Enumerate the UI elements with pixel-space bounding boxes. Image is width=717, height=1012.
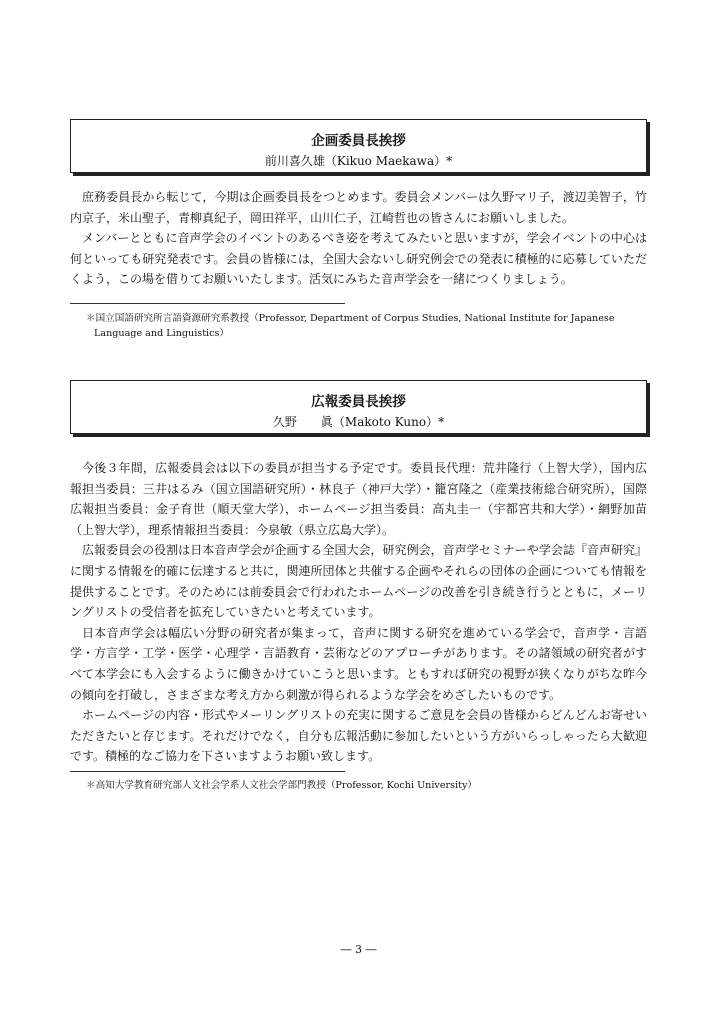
paragraph: メンバーとともに音声学会のイベントのあるべき姿を考えてみたいと思いますが，学会イベントの中心は何といっても研究発表です。会員の皆様には，全国大会ないし研究例会での発表に積極的に応募していただくよう，この場を借りてお願いいたします。活気にみちた音声学会を一緒につくりましょう。 (70, 231, 647, 287)
footnote-divider (70, 303, 345, 304)
paragraph: 庶務委員長から転じて，今期は企画委員長をつとめます。委員会メンバーは久野マリ子，渡辺美智子，竹内京子，米山聖子，青柳真紀子，岡田祥平，山川仁子，江崎哲也の皆さんにお願いしました。 (70, 190, 647, 225)
section-title: 企画委員長挨拶 (311, 133, 406, 149)
title-box-planning (70, 119, 647, 173)
section-author: 前川喜久雄（Kikuo Maekawa）* (264, 154, 453, 168)
footnote (86, 312, 647, 341)
planning-body (70, 187, 647, 290)
section-title: 広報委員長挨拶 (311, 394, 406, 410)
publicity-body (70, 458, 647, 767)
footnote-divider (70, 771, 345, 772)
title-box-publicity (70, 380, 647, 434)
footnote-line: ＊高知大学教育研究部人文社会学系人文社会学部門教授（Professor, Kochi University） (86, 780, 477, 791)
footnote (86, 779, 647, 794)
paragraph: 広報委員会の役割は日本音声学会が企画する全国大会，研究例会，音声学セミナーや学会誌『音声研究』に関する情報を的確に伝達すると共に，関連所団体と共催する企画やそれらの団体の企画についても情報を提供することです。そのためには前委員会で行われたホームページの改善を引き続き行うとともに，メーリングリストの受信者を拡充していきたいと考えています。 (70, 543, 647, 620)
section-author: 久野 眞（Makoto Kuno）* (272, 415, 445, 429)
paragraph: 日本音声学会は幅広い分野の研究者が集まって，音声に関する研究を進めている学会で，音声学・言語学・方言学・工学・医学・心理学・言語教育・芸術などのアプローチがあります。その諸領域の研究者がすべて本学会にも入会するように働きかけていこうと思います。ともすれば研究の視野が狭くなりがちな昨今の傾向を打破し，さまざまな考え方から刺激が得られるような学会をめざしたいものです。 (70, 625, 647, 702)
footnote-line: ＊国立国語研究所言語資源研究系教授（Professor, Department of Corpus Studies, National Institute for Japanese (86, 313, 615, 324)
page-number: ― 3 ― (340, 943, 377, 956)
footnote-line: Language and Linguistics） (94, 327, 230, 339)
paragraph: 今後３年間，広報委員会は以下の委員が担当する予定です。委員長代理：荒井隆行（上智大学），国内広報担当委員：三井はるみ（国立国語研究所）・林良子（神戸大学）・籠宮隆之（産業技術総合研究所），国際広報担当委員：金子育世（順天堂大学），ホームページ担当委員：高丸圭一（宇都宮共和大学）・網野加苗（上智大学），理系情報担当委員：今泉敏（県立広島大学）。 (70, 461, 647, 537)
paragraph: ホームページの内容・形式やメーリングリストの充実に関するご意見を会員の皆様からどんどんお寄せいただきたいと存じます。それだけでなく，自分も広報活動に参加したいという方がいらっしゃったら大歓迎です。積極的なご協力を下さいますようお願い致します。 (70, 708, 647, 764)
